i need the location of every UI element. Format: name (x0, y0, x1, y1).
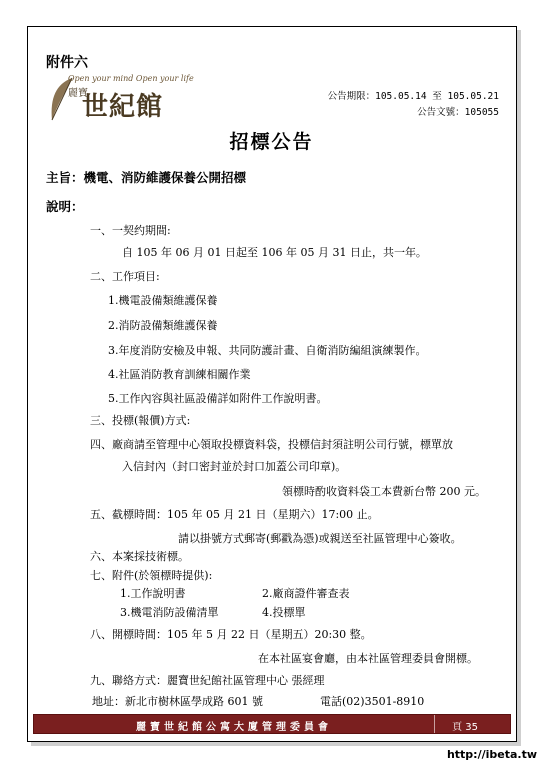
notice-number: 公告文號：105055 (417, 107, 499, 118)
footer-divider (434, 715, 435, 733)
body-line: 四、廠商請至管理中心領取投標資料袋，投標信封須註明公司行號，標單放 (90, 438, 453, 451)
body-line: 4.社區消防教育訓練相關作業 (108, 368, 251, 381)
attachment-item: 2.廠商證件審查表 (262, 587, 350, 600)
page-shadow-bottom (31, 742, 521, 746)
body-line: 請以掛號方式郵寄(郵戳為憑)或親送至社區管理中心簽收。 (178, 532, 462, 545)
body-line: 八、開標時間：105 年 5 月 22 日（星期五）20:30 整。 (90, 628, 372, 641)
logo-main-text: 世紀館 (82, 92, 164, 122)
body-line: 1.機電設備類維護保養 (108, 294, 218, 307)
body-line: 2.消防設備類維護保養 (108, 319, 218, 332)
address-line: 地址：新北市樹林區學成路 601 號 (92, 695, 263, 708)
body-line: 一、一契约期間: (90, 224, 171, 237)
phone-line: 電話(02)3501-8910 (320, 695, 425, 708)
logo-side-text: 麗寶 (68, 88, 88, 99)
subject-line: 主旨：機電、消防維護保養公開招標 (46, 170, 247, 185)
footer-bar (33, 714, 511, 734)
body-line: 3.年度消防安檢及申報、共同防護計畫、自衛消防編組演練製作。 (108, 344, 427, 357)
contact-line: 九、聯絡方式：麗寶世紀館社區管理中心 張經理 (90, 674, 325, 687)
body-line: 六、本案採技術標。 (90, 550, 189, 563)
page-title: 招標公告 (229, 131, 314, 153)
body-line: 二、工作項目: (90, 270, 160, 283)
footer-org: 麗寶世紀館公寓大廈管理委員會 (136, 722, 332, 733)
body-line: 七、附件(於領標時提供): (90, 569, 213, 582)
body-line: 自 105 年 06 月 01 日起至 106 年 05 月 31 日止，共一年。 (122, 246, 427, 259)
body-line: 在本社區宴會廳，由本社區管理委員會開標。 (258, 652, 478, 665)
attachment-item: 3.機電消防設備清單 (120, 606, 219, 619)
watermark: http://ibeta.tw (446, 748, 537, 761)
body-line: 領標時酌收資料袋工本費新台幣 200 元。 (282, 485, 486, 498)
page-number: 頁 35 (452, 722, 478, 733)
body-line: 三、投標(報價)方式: (90, 414, 191, 427)
body-line: 入信封內（封口密封並於封口加蓋公司印章)。 (122, 460, 347, 473)
attachment-item: 4.投標單 (262, 606, 306, 619)
annex-label: 附件六 (46, 55, 88, 71)
body-line: 5.工作內容與社區設備詳如附件工作說明書。 (108, 392, 328, 405)
explain-label: 說明： (46, 199, 84, 214)
notice-period: 公告期限：105.05.14 至 105.05.21 (327, 91, 499, 102)
attachment-item: 1.工作說明書 (120, 587, 186, 600)
body-line: 五、截標時間：105 年 05 月 21 日（星期六）17:00 止。 (90, 508, 379, 521)
company-logo (46, 74, 194, 126)
logo-tagline: Open your mind Open your life (68, 74, 194, 83)
